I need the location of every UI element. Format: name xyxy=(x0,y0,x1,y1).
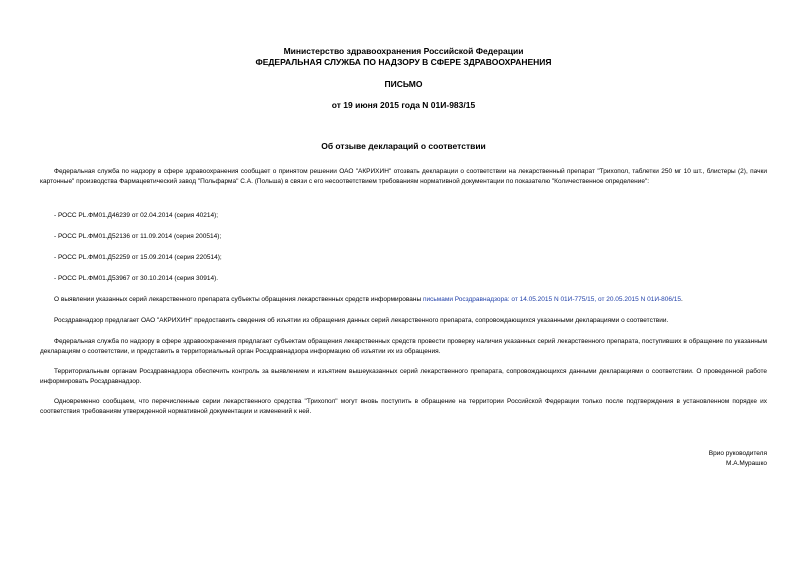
document-subject: Об отзыве деклараций о соответствии xyxy=(321,141,486,151)
signature-position: Врио руководителя xyxy=(708,450,767,457)
paragraph-return: Одновременно сообщаем, что перечисленные серии лекарственного средства "Трихопол" могут вновь поступить в обращение на территории Российской Федерации только после подтверждения в установленном порядке их соответствия требованиям утвержденной нормативной документации и изменений к ней. xyxy=(40,398,767,415)
paragraph-check: Федеральная служба по надзору в сфере здравоохранения предлагает субъектам обращения лекарственных средств провести проверку наличия указанных серий лекарственного препарата, поступивших в обращение по указанным декларациям о соответствии, и представить в территориальный орган Росздравнадзора информацию об изъятии их из обращения. xyxy=(40,338,767,355)
paragraph-informed-end: . xyxy=(681,296,683,303)
ministry-name: Министерство здравоохранения Российской Федерации xyxy=(283,46,524,56)
declaration-item: - РОСС PL.ФМ01.Д52259 от 15.09.2014 (серия 220514); xyxy=(54,254,222,261)
letters-link[interactable]: письмами Росздравнадзора: от 14.05.2015 N 01И-775/15, от 20.05.2015 N 01И-806/15 xyxy=(422,296,682,303)
declaration-item: - РОСС PL.ФМ01.Д46239 от 02.04.2014 (серия 40214); xyxy=(54,212,219,219)
paragraph-proposal: Росздравнадзор предлагает ОАО "АКРИХИН" предоставить сведения об изъятии из обращения данных серий лекарственного препарата, сопровождающихся указанными декларациями о соответствии. xyxy=(54,317,669,324)
document-type: ПИСЬМО xyxy=(384,79,423,89)
paragraph-decision: Федеральная служба по надзору в сфере здравоохранения сообщает о принятом решении ОАО "АКРИХИН" отозвать декларации о соответствии на лекарственный препарат "Трихопол, таблетки 250 мг 10 шт., блистеры (2), пачки картонные" производства Фармацевтический завод "Польфарма" С.А. (Польша) в связи с его несоответствием требованиям нормативной документации по показателю "Количественное определение": xyxy=(40,168,767,185)
signature-name: М.А.Мурашко xyxy=(725,460,767,467)
paragraph-control: Территориальным органам Росздравнадзора обеспечить контроль за выявлением и изъятием вышеуказанных серий лекарственного препарата, сопровождающихся данными декларациями о соответствии. О проведенной работе информировать Росздравнадзор. xyxy=(40,368,767,385)
declaration-item: - РОСС PL.ФМ01.Д53967 от 30.10.2014 (серия 30914). xyxy=(54,275,219,282)
paragraph-informed-text: О выявлении указанных серий лекарственного препарата субъекты обращения лекарственных средств информированы xyxy=(54,296,423,303)
service-name: ФЕДЕРАЛЬНАЯ СЛУЖБА ПО НАДЗОРУ В СФЕРЕ ЗДРАВООХРАНЕНИЯ xyxy=(255,57,552,67)
declaration-item: - РОСС PL.ФМ01.Д52136 от 11.09.2014 (серия 200514); xyxy=(54,233,222,240)
paragraph-informed xyxy=(40,295,767,305)
document-date-number: от 19 июня 2015 года N 01И-983/15 xyxy=(331,100,476,110)
